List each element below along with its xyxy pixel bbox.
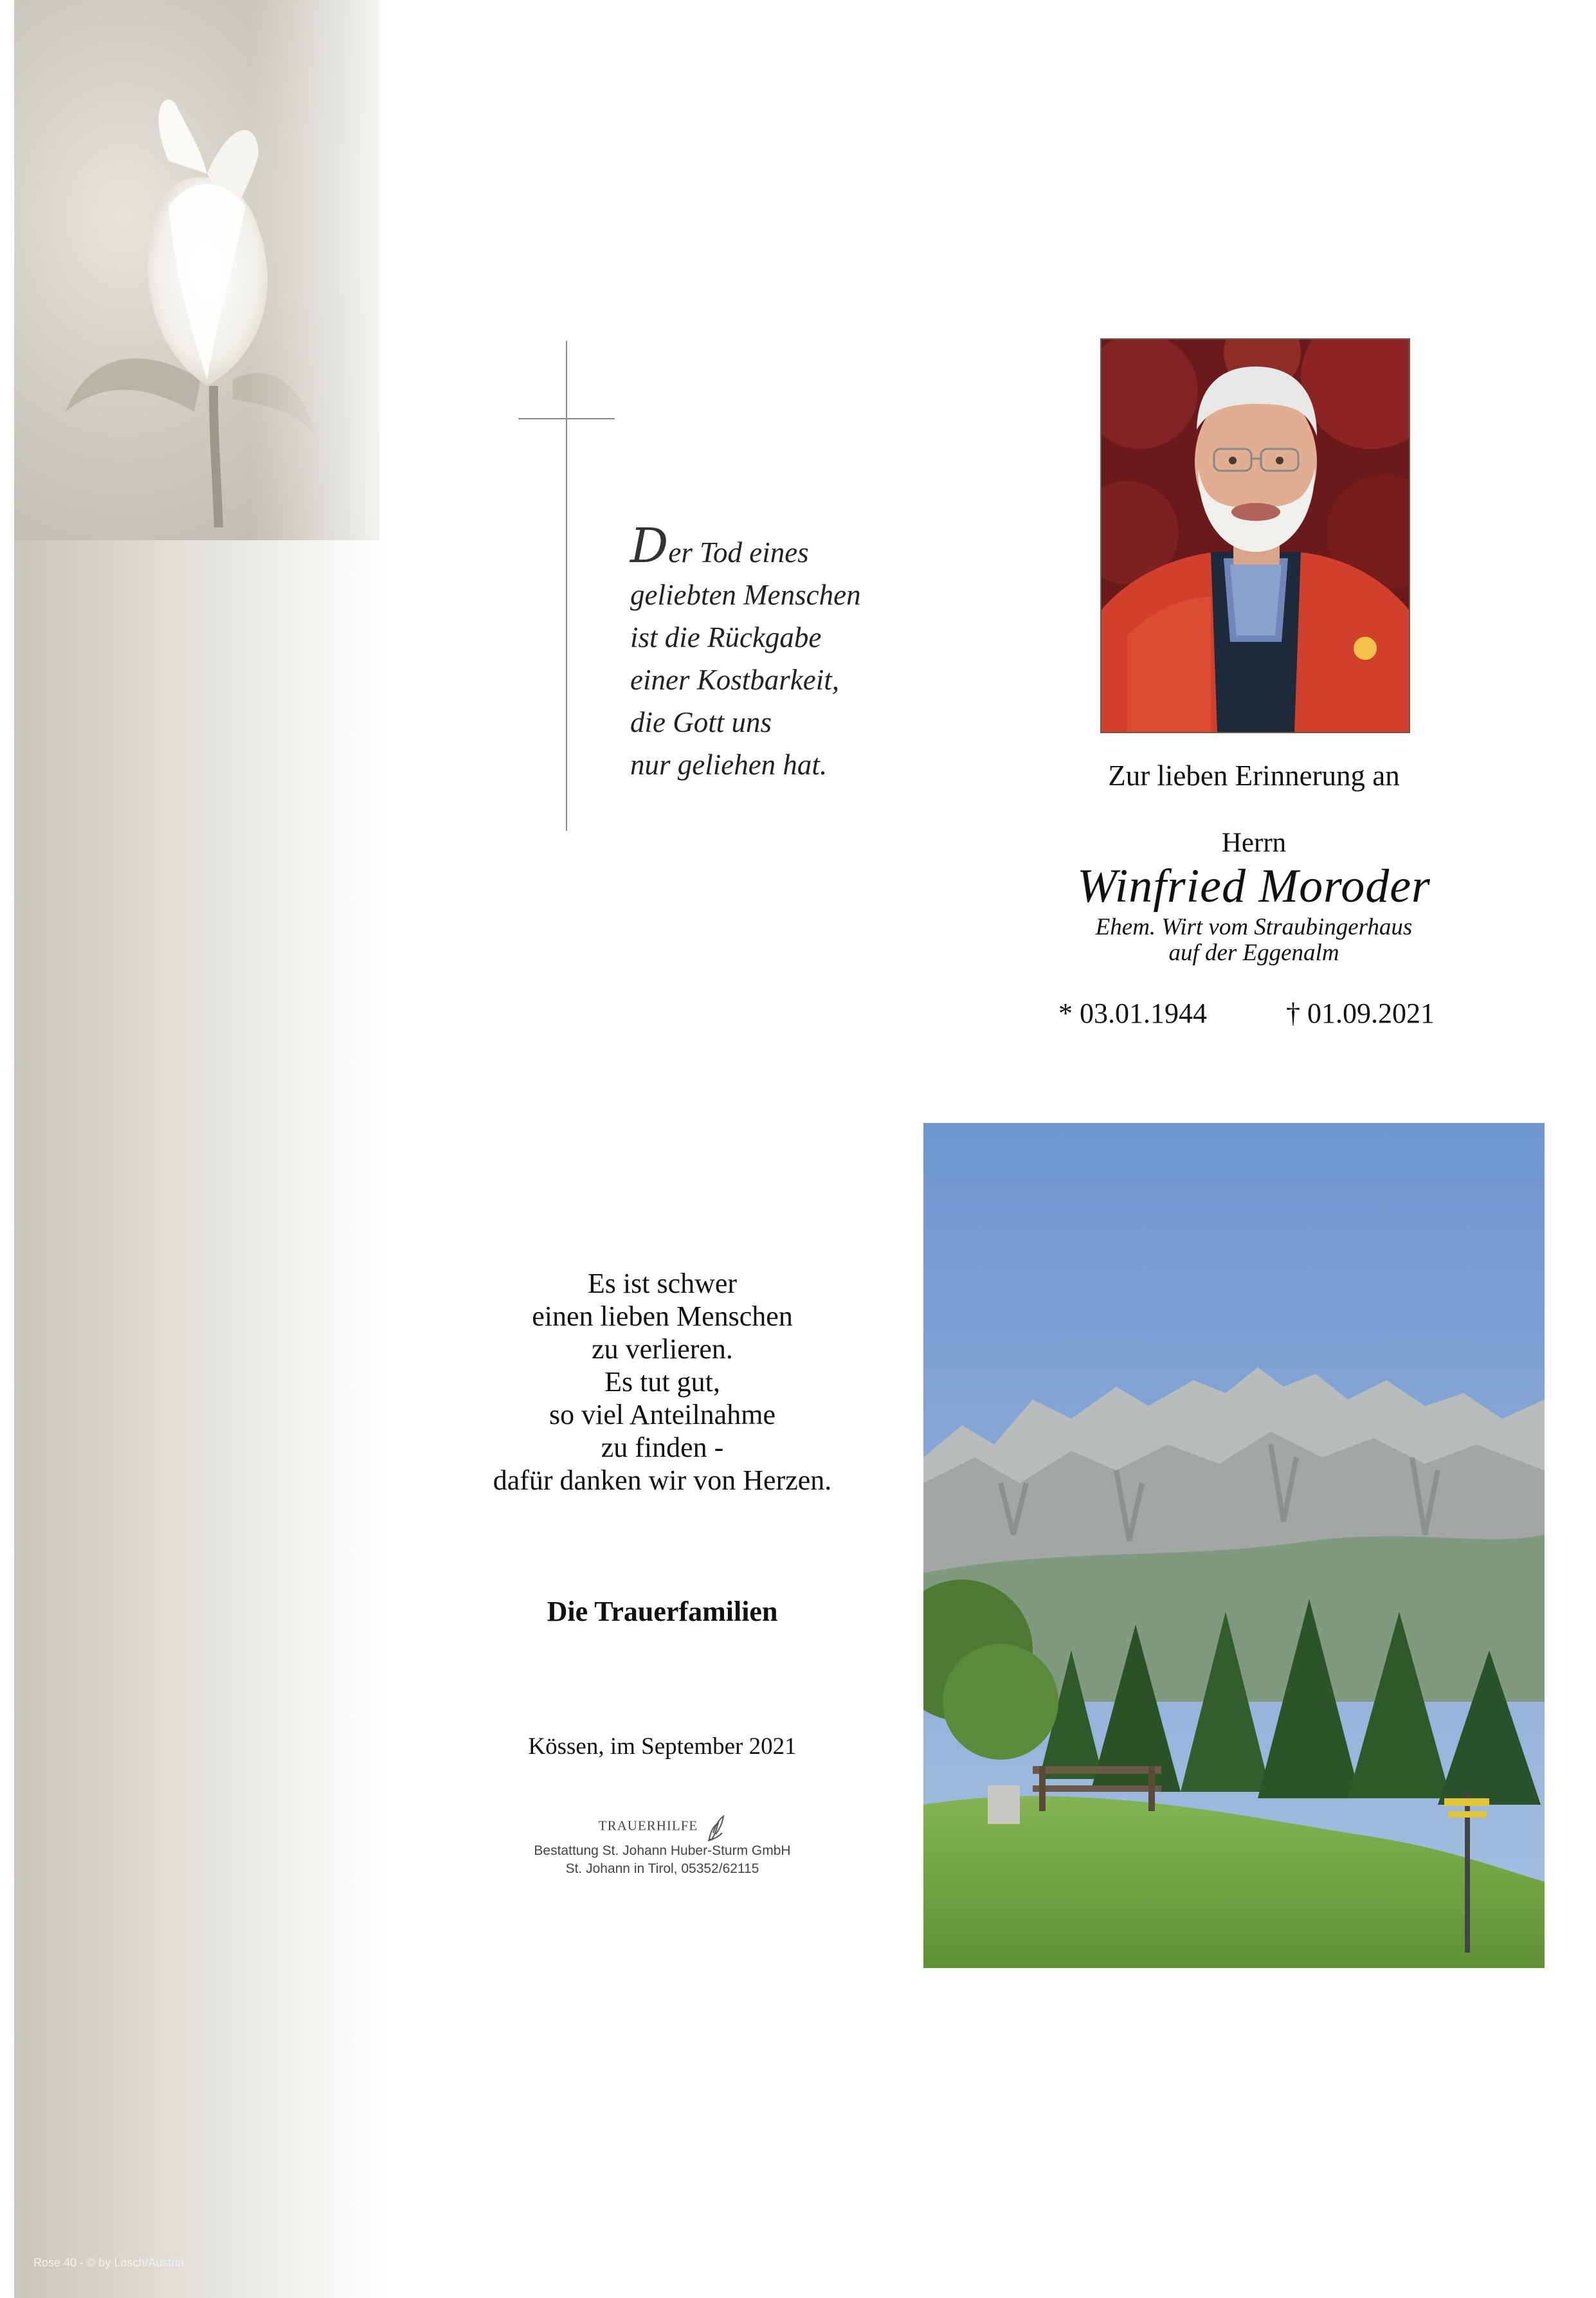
cross-horizontal (518, 418, 615, 419)
portrait-photo (1100, 338, 1410, 733)
thanks-text (450, 1267, 875, 1497)
poem-line-first (630, 518, 965, 574)
poem-line: nur geliehen hat. (630, 749, 828, 781)
poem (630, 518, 965, 786)
poem-line: einer Kostbarkeit, (630, 664, 839, 696)
undertaker-title: TRAUERHILFE (598, 1818, 698, 1834)
poem-initial: D (630, 518, 669, 574)
description-line: Ehem. Wirt vom Straubingerhaus (1095, 914, 1413, 940)
undertaker-address: St. Johann in Tirol, 05352/62115 (565, 1861, 759, 1876)
thanks-line: zu finden - (601, 1432, 724, 1463)
portrait-illustration (1102, 340, 1409, 732)
thanks-line: dafür danken wir von Herzen. (493, 1464, 832, 1496)
description-line: auf der Eggenalm (1168, 940, 1339, 966)
poem-line: die Gott uns (630, 706, 772, 738)
poem-first-line-rest: er Tod eines (668, 536, 809, 569)
dove-icon (704, 1814, 726, 1842)
thanks-line: zu verlieren. (592, 1333, 733, 1365)
poem-line: geliebten Menschen (630, 579, 861, 611)
thanks-line: Es ist schwer (587, 1268, 738, 1299)
copyright-note: Rose 40 - © by Lösch/Austria (33, 2256, 185, 2269)
cross-vertical (566, 341, 567, 831)
salutation: Herrn (1221, 828, 1287, 858)
undertaker-info (514, 1814, 810, 1878)
deceased-description (1022, 915, 1485, 966)
rose-image (14, 0, 379, 540)
thanks-line: so viel Anteilnahme (549, 1399, 775, 1430)
undertaker-company: Bestattung St. Johann Huber-Sturm GmbH (534, 1843, 791, 1858)
poem-line: ist die Rückgabe (630, 621, 822, 653)
family-signature: Die Trauerfamilien (547, 1596, 778, 1627)
landscape-photo (923, 1123, 1545, 1968)
deceased-name: Winfried Moroder (1077, 860, 1431, 913)
rose-icon (40, 77, 336, 527)
mountain-landscape-illustration (923, 1123, 1545, 1968)
place-date: Kössen, im September 2021 (528, 1733, 797, 1760)
thanks-line: einen lieben Menschen (532, 1300, 793, 1332)
undertaker-logo (514, 1814, 810, 1842)
death-date: † 01.09.2021 (1286, 998, 1435, 1029)
thanks-line: Es tut gut, (604, 1366, 720, 1398)
memorial-intro: Zur lieben Erinnerung an (1108, 760, 1400, 792)
birth-date: * 03.01.1944 (1058, 998, 1207, 1029)
